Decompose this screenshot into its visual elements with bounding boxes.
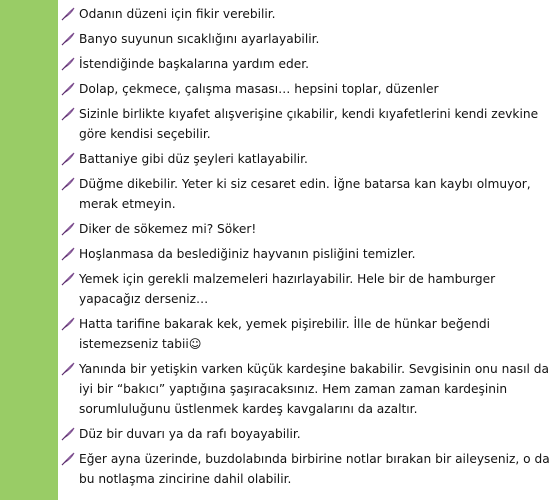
list-container bbox=[60, 4, 550, 494]
list-item-text: Hoşlanmasa da beslediğiniz hayvanın pisliğini temizler. bbox=[79, 247, 416, 261]
quill-pen-icon bbox=[60, 362, 76, 376]
list-item-text: Battaniye gibi düz şeyleri katlayabilir. bbox=[79, 152, 308, 166]
list-item bbox=[60, 29, 550, 49]
left-decorative-bar bbox=[0, 0, 58, 500]
quill-pen-icon bbox=[60, 452, 76, 466]
quill-pen-icon bbox=[60, 177, 76, 191]
list-item bbox=[60, 424, 550, 444]
list-item bbox=[60, 359, 550, 419]
list-item bbox=[60, 314, 550, 354]
list-item-text: Düğme dikebilir. Yeter ki siz cesaret edin. İğne batarsa kan kaybı olmuyor, merak etmeyin. bbox=[79, 177, 531, 211]
quill-pen-icon bbox=[60, 272, 76, 286]
list-item-text: Banyo suyunun sıcaklığını ayarlayabilir. bbox=[79, 32, 320, 46]
list-item bbox=[60, 269, 550, 309]
list-item-text: Diker de sökemez mi? Söker! bbox=[79, 222, 257, 236]
list-item-text: Eğer ayna üzerinde, buzdolabında birbirine notlar bırakan bir aileyseniz, o da bu notlaşma zincirine dahil olabilir. bbox=[79, 452, 550, 486]
list-item bbox=[60, 54, 550, 74]
list-item bbox=[60, 449, 550, 489]
quill-pen-icon bbox=[60, 57, 76, 71]
quill-pen-icon bbox=[60, 317, 76, 331]
list-item-text: Dolap, çekmece, çalışma masası… hepsini toplar, düzenler bbox=[79, 82, 439, 96]
quill-pen-icon bbox=[60, 247, 76, 261]
quill-pen-icon bbox=[60, 222, 76, 236]
list-item-text: Hatta tarifine bakarak kek, yemek pişirebilir. İlle de hünkar beğendi istemezseniz tabii☺ bbox=[79, 317, 490, 351]
list-item-text: Yanında bir yetişkin varken küçük kardeşine bakabilir. Sevgisinin onu nasıl da iyi bir “bakıcı” yaptığına şaşıracaksınız. Hem zaman zaman kardeşinin sorumluluğunu üstlenmek kardeş kavgalarını da azaltır. bbox=[79, 362, 550, 416]
list-item bbox=[60, 104, 550, 144]
list-item-text: Yemek için gerekli malzemeleri hazırlayabilir. Hele bir de hamburger yapacağız derseniz… bbox=[79, 272, 496, 306]
quill-pen-icon bbox=[60, 7, 76, 21]
quill-pen-icon bbox=[60, 427, 76, 441]
list-item-text: Sizinle birlikte kıyafet alışverişine çıkabilir, kendi kıyafetlerini kendi zevkine göre kendisi seçebilir. bbox=[79, 107, 539, 141]
list-item bbox=[60, 4, 550, 24]
list-item-text: Odanın düzeni için fikir verebilir. bbox=[79, 7, 276, 21]
quill-pen-icon bbox=[60, 32, 76, 46]
quill-pen-icon bbox=[60, 107, 76, 121]
quill-pen-icon bbox=[60, 82, 76, 96]
list-item bbox=[60, 149, 550, 169]
list-item bbox=[60, 174, 550, 214]
list-item-text: Düz bir duvarı ya da rafı boyayabilir. bbox=[79, 427, 301, 441]
quill-pen-icon bbox=[60, 152, 76, 166]
list-item-text: İstendiğinde başkalarına yardım eder. bbox=[79, 57, 310, 71]
list-item bbox=[60, 79, 550, 99]
list-item bbox=[60, 219, 550, 239]
list-item bbox=[60, 244, 550, 264]
